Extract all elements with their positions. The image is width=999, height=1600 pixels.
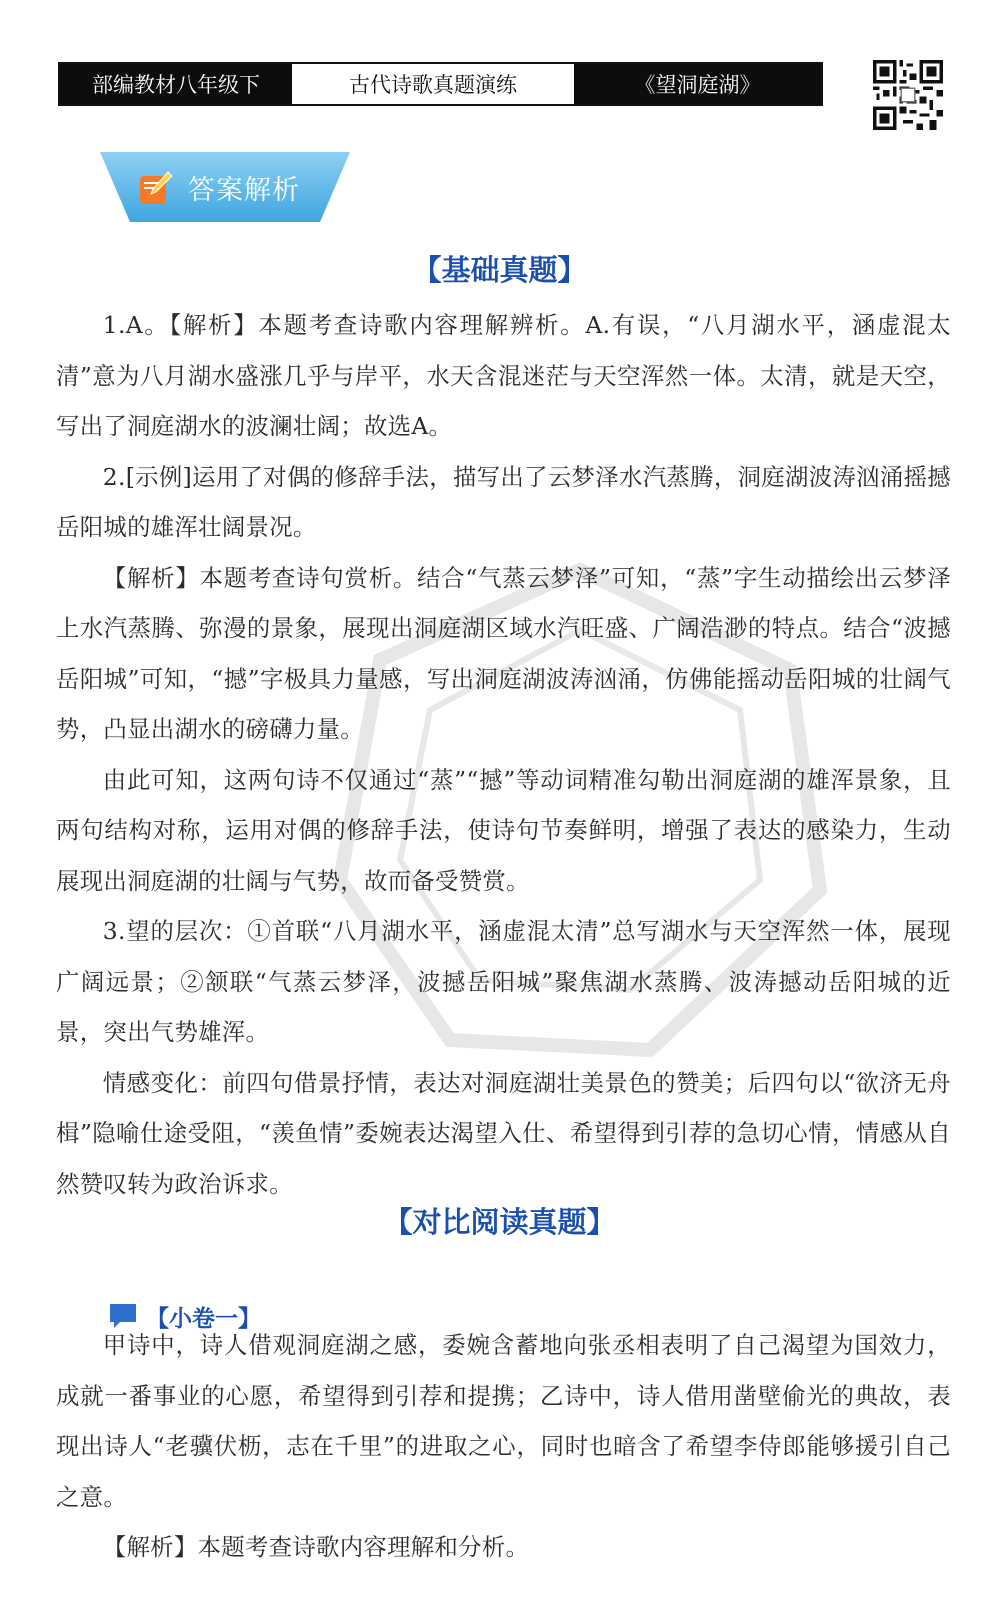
section-title-compare: 【对比阅读真题】 bbox=[383, 1205, 616, 1239]
answer-banner-label: 答案解析 bbox=[188, 175, 300, 206]
header-grade: 部编教材八年级下 bbox=[60, 64, 292, 104]
answer-paragraph: 情感变化：前四句借景抒情，表达对洞庭湖壮美景色的赞美；后四句以“欲济无舟楫”隐喻仕途受阻，“羡鱼情”委婉表达渴望入仕、希望得到引荐的急切心情，情感从自然赞叹转为政治诉求。 bbox=[56, 1068, 951, 1198]
section-title-basic: 【基础真题】 bbox=[412, 253, 587, 287]
answer-paragraph: 2.[示例]运用了对偶的修辞手法，描写出了云梦泽水汽蒸腾，洞庭湖波涛汹涌摇撼岳阳城的雄浑壮阔景况。 bbox=[56, 462, 951, 541]
answer-banner bbox=[100, 152, 350, 222]
answer-paragraph: 1.A。【解析】本题考查诗歌内容理解辨析。A.有误，“八月湖水平，涵虚混太清”意为八月湖水盛涨几乎与岸平，水天含混迷茫与天空浑然一体。太清，就是天空，写出了洞庭湖水的波澜壮阔；故选A。 bbox=[56, 311, 951, 440]
answer-paragraph: 【解析】本题考查诗歌内容理解和分析。 bbox=[102, 1533, 530, 1561]
header-bar bbox=[58, 62, 823, 106]
answer-paragraph: 甲诗中，诗人借观洞庭湖之感，委婉含蓄地向张丞相表明了自己渴望为国效力，成就一番事业的心愿，希望得到引荐和提携；乙诗中，诗人借用凿壁偷光的典故，表现出诗人“老骥伏枥，志在千里”的进取之心，同时也暗含了希望李侍郎能够援引自己之意。 bbox=[56, 1331, 951, 1511]
answer-paragraph: 【解析】本题考查诗句赏析。结合“气蒸云梦泽”可知，“蒸”字生动描绘出云梦泽上水汽蒸腾、弥漫的景象，展现出洞庭湖区域水汽旺盛、广阔浩渺的特点。结合“波撼岳阳城”可知，“撼”字极具力量感，写出洞庭湖波涛汹涌，仿佛能摇动岳阳城的壮阔气势，凸显出湖水的磅礴力量。 bbox=[56, 563, 951, 743]
section-compare-body bbox=[56, 1320, 951, 1573]
answer-paragraph: 3.望的层次：①首联“八月湖水平，涵虚混太清”总写湖水与天空浑然一体，展现广阔远景；②颔联“气蒸云梦泽，波撼岳阳城”聚焦湖水蒸腾、波涛撼动岳阳城的近景，突出气势雄浑。 bbox=[56, 917, 951, 1046]
section-basic-body bbox=[56, 300, 951, 1209]
pencil-note-icon bbox=[138, 170, 174, 206]
qr-code-icon[interactable] bbox=[873, 60, 943, 130]
subheading-label: 【小卷一】 bbox=[146, 1305, 261, 1332]
header-topic: 古代诗歌真题演练 bbox=[292, 64, 574, 104]
header-poem: 《望洞庭湖》 bbox=[574, 64, 821, 104]
answer-paragraph: 由此可知，这两句诗不仅通过“蒸”“撼”等动词精准勾勒出洞庭湖的雄浑景象，且两句结构对称，运用对偶的修辞手法，使诗句节奏鲜明，增强了表达的感染力，生动展现出洞庭湖的壮阔与气势，故而备受赞赏。 bbox=[56, 765, 951, 895]
